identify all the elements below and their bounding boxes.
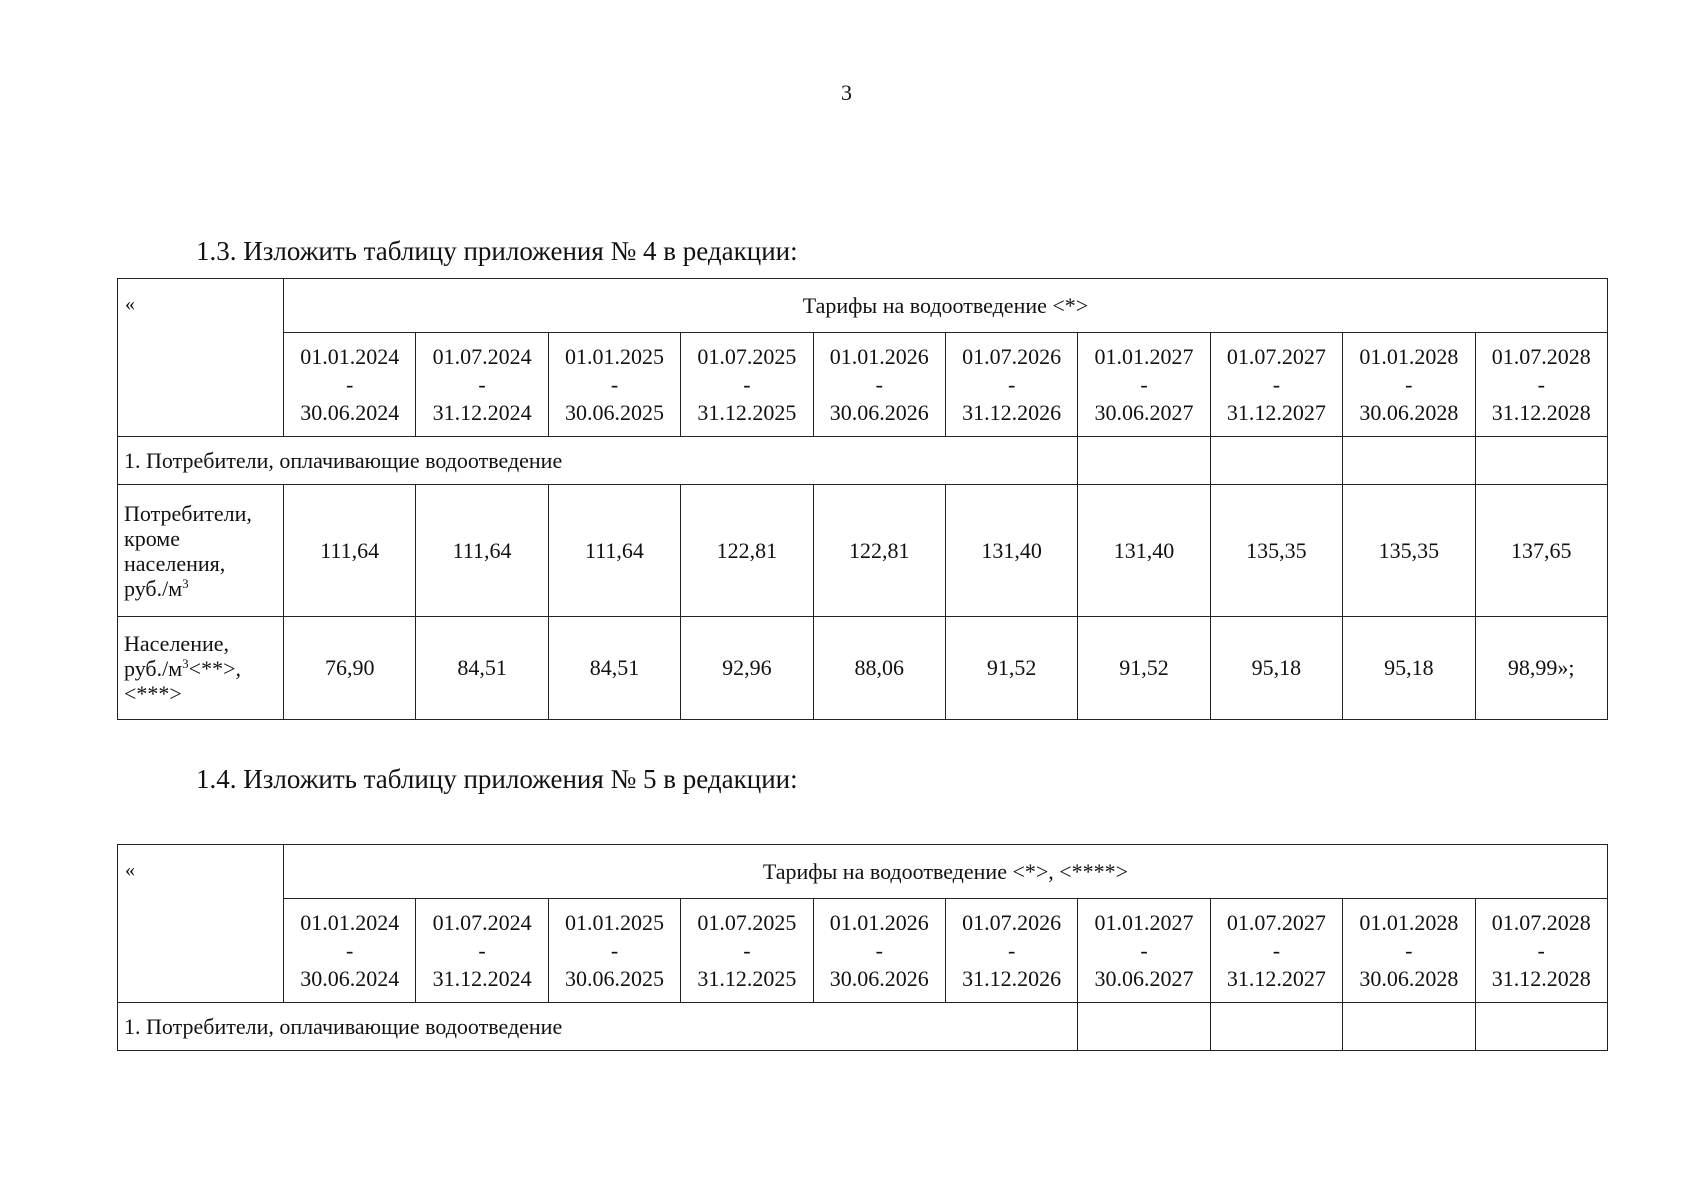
tariff-value: 88,06	[813, 617, 945, 720]
period-cell: 01.01.2026 - 30.06.2026	[813, 899, 945, 1003]
tariff-value: 122,81	[681, 485, 813, 617]
tariff-value: 122,81	[813, 485, 945, 617]
tariff-table-appendix-5	[117, 844, 1608, 1051]
tariff-value: 135,35	[1343, 485, 1475, 617]
table-row-non-population	[118, 485, 1608, 617]
section-label: 1. Потребители, оплачивающие водоотведение	[118, 437, 1078, 485]
period-cell: 01.01.2028 - 30.06.2028	[1343, 333, 1475, 437]
section-heading-1-3: 1.3. Изложить таблицу приложения № 4 в редакции:	[196, 236, 798, 266]
period-cell: 01.01.2027 - 30.06.2027	[1078, 899, 1210, 1003]
tariff-value: 95,18	[1210, 617, 1342, 720]
empty-cell	[1475, 437, 1607, 485]
row-label: Население, $руб./м^3<**>$, <***>	[118, 617, 284, 720]
period-cell: 01.01.2024 - 30.06.2024	[284, 333, 416, 437]
table-title: Тарифы на водоотведение <*>, <****>	[284, 845, 1608, 899]
period-cell: 01.01.2024 - 30.06.2024	[284, 899, 416, 1003]
period-cell: 01.01.2025 - 30.06.2025	[548, 899, 680, 1003]
empty-cell	[1078, 1003, 1210, 1051]
empty-cell	[1210, 1003, 1342, 1051]
tariff-value: 91,52	[945, 617, 1077, 720]
tariff-value: 84,51	[548, 617, 680, 720]
tariff-value: 111,64	[416, 485, 548, 617]
tariff-value: 84,51	[416, 617, 548, 720]
period-header-row	[118, 333, 1608, 437]
period-cell: 01.07.2025 - 31.12.2025	[681, 899, 813, 1003]
section-row	[118, 437, 1608, 485]
tariff-value: 137,65	[1475, 485, 1607, 617]
table-corner-cell: «	[118, 279, 284, 437]
period-cell: 01.01.2025 - 30.06.2025	[548, 333, 680, 437]
period-cell: 01.07.2028 - 31.12.2028	[1475, 333, 1607, 437]
tariff-value: 98,99»;	[1475, 617, 1607, 720]
table-corner-cell: «	[118, 845, 284, 1003]
period-cell: 01.01.2026 - 30.06.2026	[813, 333, 945, 437]
empty-cell	[1078, 437, 1210, 485]
section-heading-1-4: 1.4. Изложить таблицу приложения № 5 в редакции:	[196, 764, 798, 794]
empty-cell	[1210, 437, 1342, 485]
period-cell: 01.07.2025 - 31.12.2025	[681, 333, 813, 437]
empty-cell	[1475, 1003, 1607, 1051]
section-label: 1. Потребители, оплачивающие водоотведение	[118, 1003, 1078, 1051]
tariff-value: 135,35	[1210, 485, 1342, 617]
table-title: Тарифы на водоотведение <*>	[284, 279, 1608, 333]
tariff-value: 131,40	[1078, 485, 1210, 617]
empty-cell	[1343, 1003, 1475, 1051]
tariff-value: 92,96	[681, 617, 813, 720]
tariff-value: 111,64	[284, 485, 416, 617]
period-cell: 01.01.2027 - 30.06.2027	[1078, 333, 1210, 437]
tariff-value: 76,90	[284, 617, 416, 720]
period-cell: 01.07.2026 - 31.12.2026	[945, 899, 1077, 1003]
section-row	[118, 1003, 1608, 1051]
table-row-population	[118, 617, 1608, 720]
tariff-value: 95,18	[1343, 617, 1475, 720]
tariff-value: 91,52	[1078, 617, 1210, 720]
period-cell: 01.07.2024 - 31.12.2024	[416, 899, 548, 1003]
row-label: Потребители, кроме населения, $руб./м^3$	[118, 485, 284, 617]
tariff-table-appendix-4	[117, 278, 1608, 720]
period-cell: 01.07.2027 - 31.12.2027	[1210, 333, 1342, 437]
period-cell: 01.01.2028 - 30.06.2028	[1343, 899, 1475, 1003]
period-header-row	[118, 899, 1608, 1003]
period-cell: 01.07.2026 - 31.12.2026	[945, 333, 1077, 437]
period-cell: 01.07.2028 - 31.12.2028	[1475, 899, 1607, 1003]
tariff-value: 111,64	[548, 485, 680, 617]
tariff-value: 131,40	[945, 485, 1077, 617]
empty-cell	[1343, 437, 1475, 485]
period-cell: 01.07.2027 - 31.12.2027	[1210, 899, 1342, 1003]
period-cell: 01.07.2024 - 31.12.2024	[416, 333, 548, 437]
page-number: 3	[841, 80, 852, 105]
